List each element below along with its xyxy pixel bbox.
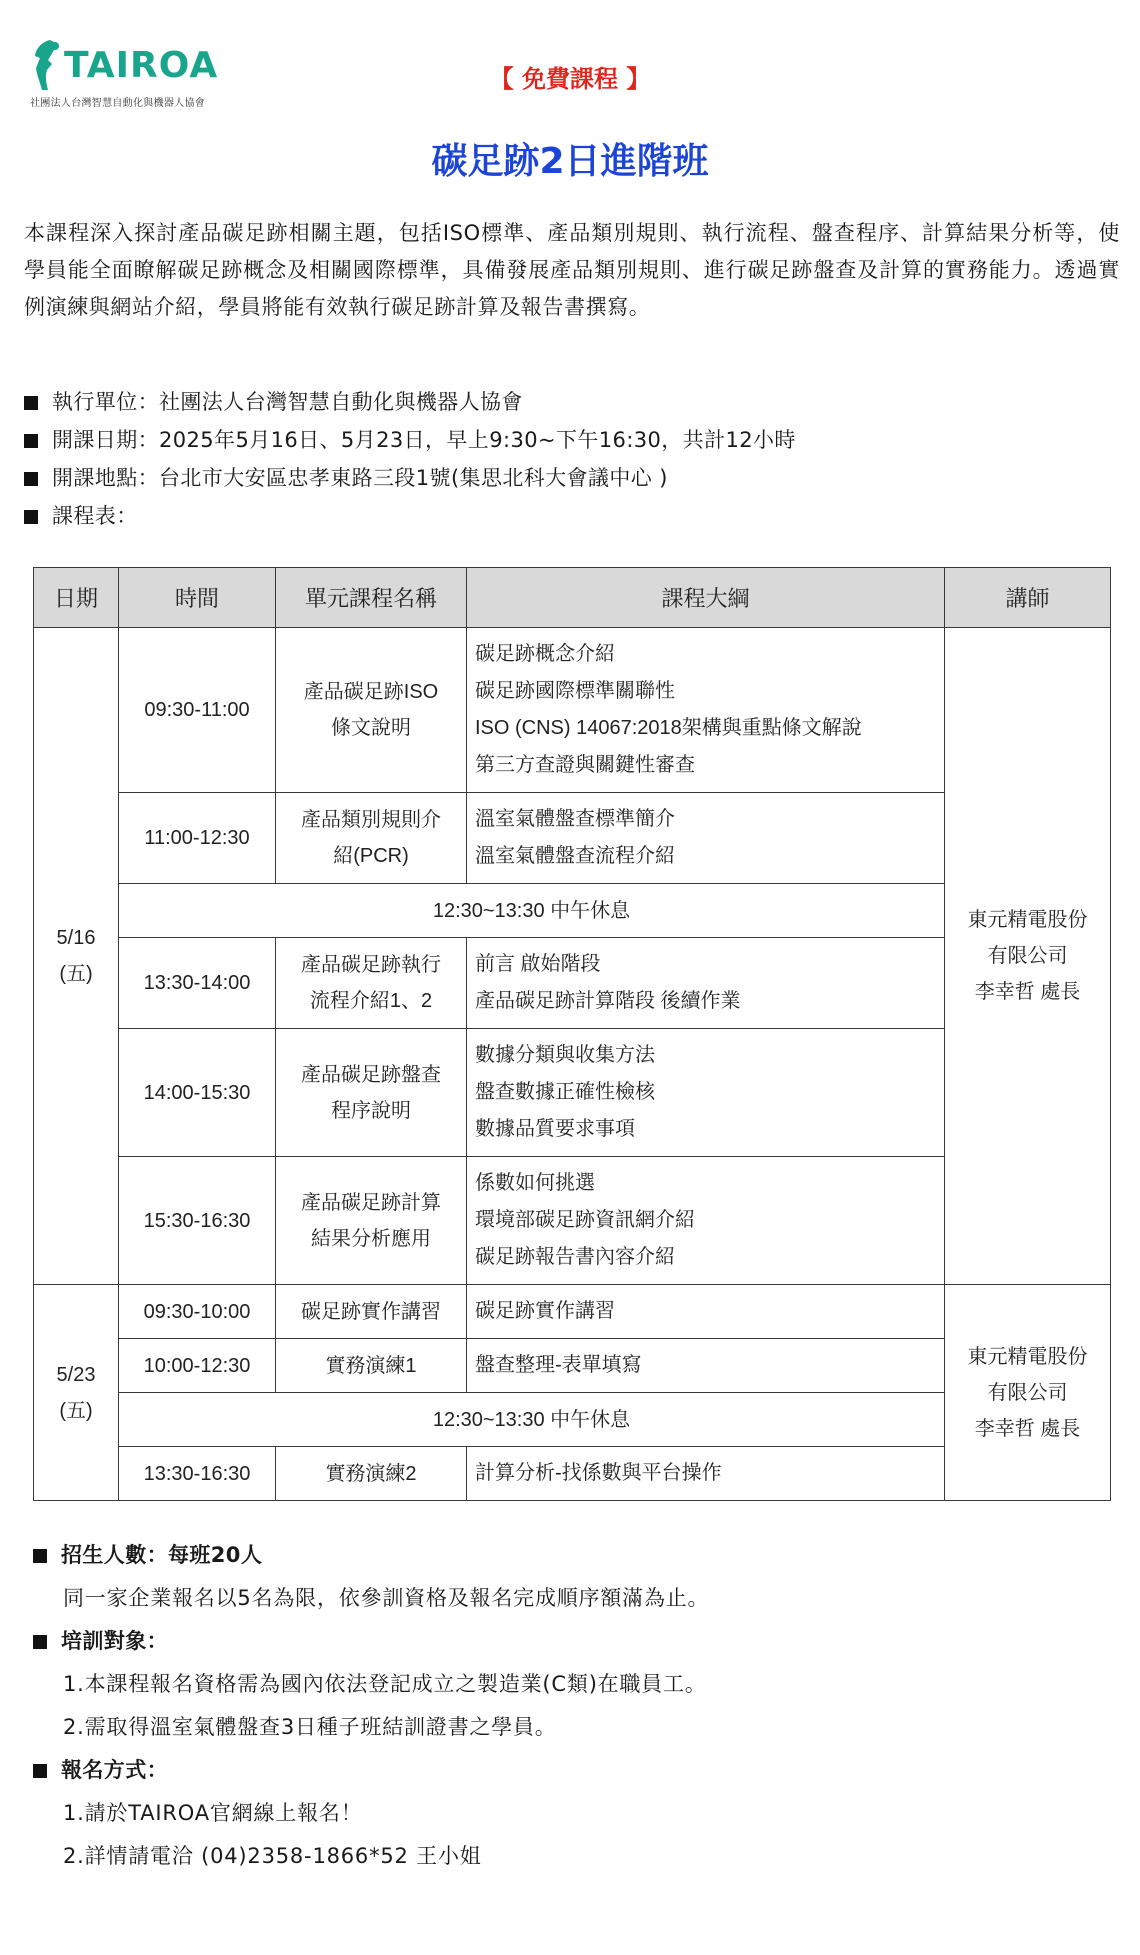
header-date: 日期	[34, 568, 119, 628]
unit-cell: 產品碳足跡執行 流程介紹1、2	[276, 938, 467, 1029]
time-cell: 09:30-11:00	[119, 628, 276, 793]
logo-subtitle: 社團法人台灣智慧自動化與機器人協會	[30, 98, 206, 109]
unit-cell: 產品碳足跡計算 結果分析應用	[276, 1157, 467, 1285]
day1-instructor-cell: 東元精電股份 有限公司 李幸哲 處長	[945, 628, 1111, 1285]
outline-cell: 碳足跡概念介紹 碳足跡國際標準關聯性 ISO (CNS) 14067:2018架構與重點條文解說 第三方查證與關鍵性審查	[467, 628, 945, 793]
outline-cell: 數據分類與收集方法 盤查數據正確性檢核 數據品質要求事項	[467, 1029, 945, 1157]
unit-cell: 產品碳足跡盤查 程序說明	[276, 1029, 467, 1157]
day1-date-cell: 5/16 (五)	[34, 628, 119, 1285]
info-organizer: 執行單位：社團法人台灣智慧自動化與機器人協會	[24, 384, 1120, 420]
info-location: 開課地點：台北市大安區忠孝東路三段1號(集思北科大會議中心 )	[24, 460, 1120, 496]
table-row	[34, 1285, 1111, 1339]
time-cell: 09:30-10:00	[119, 1285, 276, 1339]
audience-item: 1.本課程報名資格需為國內依法登記成立之製造業(C類)在職員工。	[63, 1672, 707, 1696]
square-bullet-icon	[24, 510, 38, 524]
info-dates: 開課日期：2025年5月16日、5月23日，早上9:30~下午16:30，共計12小時	[24, 422, 1120, 458]
time-cell: 15:30-16:30	[119, 1157, 276, 1285]
square-bullet-icon	[33, 1764, 47, 1778]
table-row	[34, 628, 1111, 793]
page-title: 碳足跡2日進階班	[431, 141, 709, 182]
outline-cell: 溫室氣體盤查標準簡介 溫室氣體盤查流程介紹	[467, 793, 945, 884]
time-cell: 13:30-16:30	[119, 1447, 276, 1501]
time-cell: 11:00-12:30	[119, 793, 276, 884]
square-bullet-icon	[33, 1549, 47, 1563]
registration-title: 報名方式：	[33, 1752, 168, 1788]
lunch-break-cell: 12:30~13:30 中午休息	[119, 884, 945, 938]
outline-cell: 碳足跡實作講習	[467, 1285, 945, 1339]
audience-title: 培訓對象：	[33, 1623, 168, 1659]
square-bullet-icon	[33, 1635, 47, 1649]
unit-cell: 碳足跡實作講習	[276, 1285, 467, 1339]
logo-brand: TAIROA	[64, 45, 219, 86]
header-outline: 課程大綱	[467, 568, 945, 628]
header-unit: 單元課程名稱	[276, 568, 467, 628]
enrollment-title: 招生人數：每班20人	[33, 1537, 262, 1573]
info-schedule-label: 課程表：	[24, 498, 1120, 534]
enrollment-line: 同一家企業報名以5名為限，依參訓資格及報名完成順序額滿為止。	[63, 1586, 710, 1610]
unit-cell: 產品類別規則介 紹(PCR)	[276, 793, 467, 884]
outline-cell: 盤查整理-表單填寫	[467, 1339, 945, 1393]
unit-cell: 產品碳足跡ISO 條文說明	[276, 628, 467, 793]
registration-item: 2.詳情請電洽 (04)2358-1866*52 王小姐	[63, 1844, 482, 1868]
unit-cell: 實務演練2	[276, 1447, 467, 1501]
time-cell: 10:00-12:30	[119, 1339, 276, 1393]
time-cell: 13:30-14:00	[119, 938, 276, 1029]
square-bullet-icon	[24, 472, 38, 486]
square-bullet-icon	[24, 396, 38, 410]
time-cell: 14:00-15:30	[119, 1029, 276, 1157]
header-time: 時間	[119, 568, 276, 628]
outline-cell: 前言 啟始階段 產品碳足跡計算階段 後續作業	[467, 938, 945, 1029]
course-intro: 本課程深入探討產品碳足跡相關主題，包括ISO標準、產品類別規則、執行流程、盤查程序、計算結果分析等，使學員能全面瞭解碳足跡概念及相關國際標準，具備發展產品類別規則、進行碳足跡盤查及計算的實務能力。透過實例演練與網站介紹，學員將能有效執行碳足跡計算及報告書撰寫。	[24, 221, 1120, 319]
square-bullet-icon	[24, 434, 38, 448]
outline-cell: 計算分析-找係數與平台操作	[467, 1447, 945, 1501]
header-instructor: 講師	[945, 568, 1111, 628]
table-header-row	[34, 568, 1111, 628]
audience-item: 2.需取得溫室氣體盤查3日種子班結訓證書之學員。	[63, 1715, 557, 1739]
lunch-break-cell: 12:30~13:30 中午休息	[119, 1393, 945, 1447]
day2-date-cell: 5/23 (五)	[34, 1285, 119, 1501]
unit-cell: 實務演練1	[276, 1339, 467, 1393]
outline-cell: 係數如何挑選 環境部碳足跡資訊網介紹 碳足跡報告書內容介紹	[467, 1157, 945, 1285]
day2-instructor-cell: 東元精電股份 有限公司 李幸哲 處長	[945, 1285, 1111, 1501]
schedule-table	[33, 567, 1111, 1501]
registration-item: 1.請於TAIROA官網線上報名！	[63, 1801, 363, 1825]
free-course-tag: 【 免費課程 】	[489, 65, 651, 93]
